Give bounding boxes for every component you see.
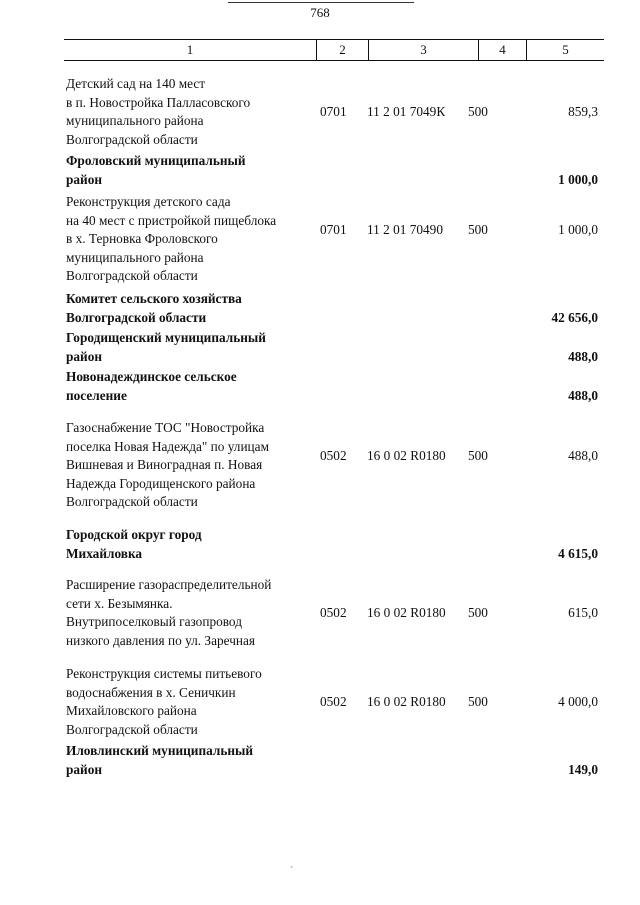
description-line: сети х. Безымянка. [66,595,173,611]
description-line: Вишневая и Виноградная п. Новая [66,457,263,472]
description-line: в х. Терновка Фроловского [66,231,218,246]
amount: 859,3 [568,103,598,119]
target-article: 16 0 02 R0180 [367,604,446,620]
description-line: в п. Новостройка Палласовского [66,94,251,110]
amount: 1 000,0 [558,221,598,237]
row-description [66,526,316,563]
header-col-2: 2 [316,40,368,60]
expense-type: 500 [468,447,488,463]
top-rule [228,2,414,3]
target-article: 16 0 02 R0180 [367,693,446,709]
header-col-4: 4 [478,40,526,60]
target-article: 11 2 01 7049К [367,103,446,119]
table-header [64,39,604,61]
description-line: Газоснабжение ТОС "Новостройка [66,420,265,435]
description-line: Фроловский муниципальный [66,153,246,168]
row-description [66,665,316,739]
row-description [66,368,316,405]
header-col-1: 1 [186,42,194,57]
row-description [66,329,316,366]
description-line: район [66,761,103,777]
target-article: 16 0 02 R0180 [367,447,446,463]
description-line: муниципального района [66,249,204,265]
description-line: на 40 мест с пристройкой пищеблока [66,212,277,228]
description-line: Городищенский муниципальный [66,330,266,345]
row-description [66,419,316,512]
description-line: Внутрипоселковый газопровод [66,614,242,629]
amount: 488,0 [568,348,598,364]
expense-type: 500 [468,693,488,709]
row-description [66,290,316,327]
description-line: низкого давления по ул. Заречная [66,632,256,648]
amount: 615,0 [568,604,598,620]
description-line: Волгоградской области [66,494,198,509]
amount: 1 000,0 [558,171,598,187]
description-line: Новонадеждинское сельское [66,369,237,384]
description-line: Детский сад на 140 мест [66,76,206,91]
expense-type: 500 [468,604,488,620]
row-description [66,75,316,149]
amount: 488,0 [568,387,598,403]
description-line: Надежда Городищенского района [66,475,256,491]
header-col-5: 5 [526,40,604,60]
description-line: поселение [66,387,127,403]
description-line: Реконструкция детского сада [66,194,231,209]
section-code: 0502 [320,693,347,709]
expense-type: 500 [468,103,488,119]
amount: 4 000,0 [558,693,598,709]
description-line: Михайловка [66,545,143,561]
row-description [66,742,316,779]
section-code: 0701 [320,103,347,119]
description-line: Волгоградской области [66,721,198,737]
amount: 42 656,0 [551,309,598,325]
target-article: 11 2 01 70490 [367,221,443,237]
description-line: водоснабжения в х. Сеничкин [66,684,236,700]
section-code: 0502 [320,604,347,620]
header-col-3: 3 [368,40,478,60]
description-line: Иловлинский муниципальный [66,743,254,758]
section-code: 0502 [320,447,347,463]
description-line: Реконструкция системы питьевого [66,666,262,681]
expense-type: 500 [468,221,488,237]
description-line: район [66,171,103,187]
description-line: Волгоградской области [66,309,207,325]
amount: 149,0 [568,761,598,777]
description-line: муниципального района [66,113,204,128]
description-line: Городской округ город [66,527,202,542]
amount: 4 615,0 [558,545,598,561]
row-description [66,576,316,650]
row-description [66,152,316,189]
amount: 488,0 [568,447,598,463]
description-line: Расширение газораспределительной [66,577,272,592]
description-line: Волгоградской области [66,131,198,147]
description-line: поселка Новая Надежда" по улицам [66,438,269,454]
section-code: 0701 [320,221,347,237]
scan-speck: ˋ [290,866,294,877]
description-line: Михайловского района [66,703,197,718]
description-line: район [66,348,103,364]
description-line: Комитет сельского хозяйства [66,291,242,306]
page-number: 768 [310,5,330,20]
row-description [66,193,316,286]
description-line: Волгоградской области [66,268,198,283]
